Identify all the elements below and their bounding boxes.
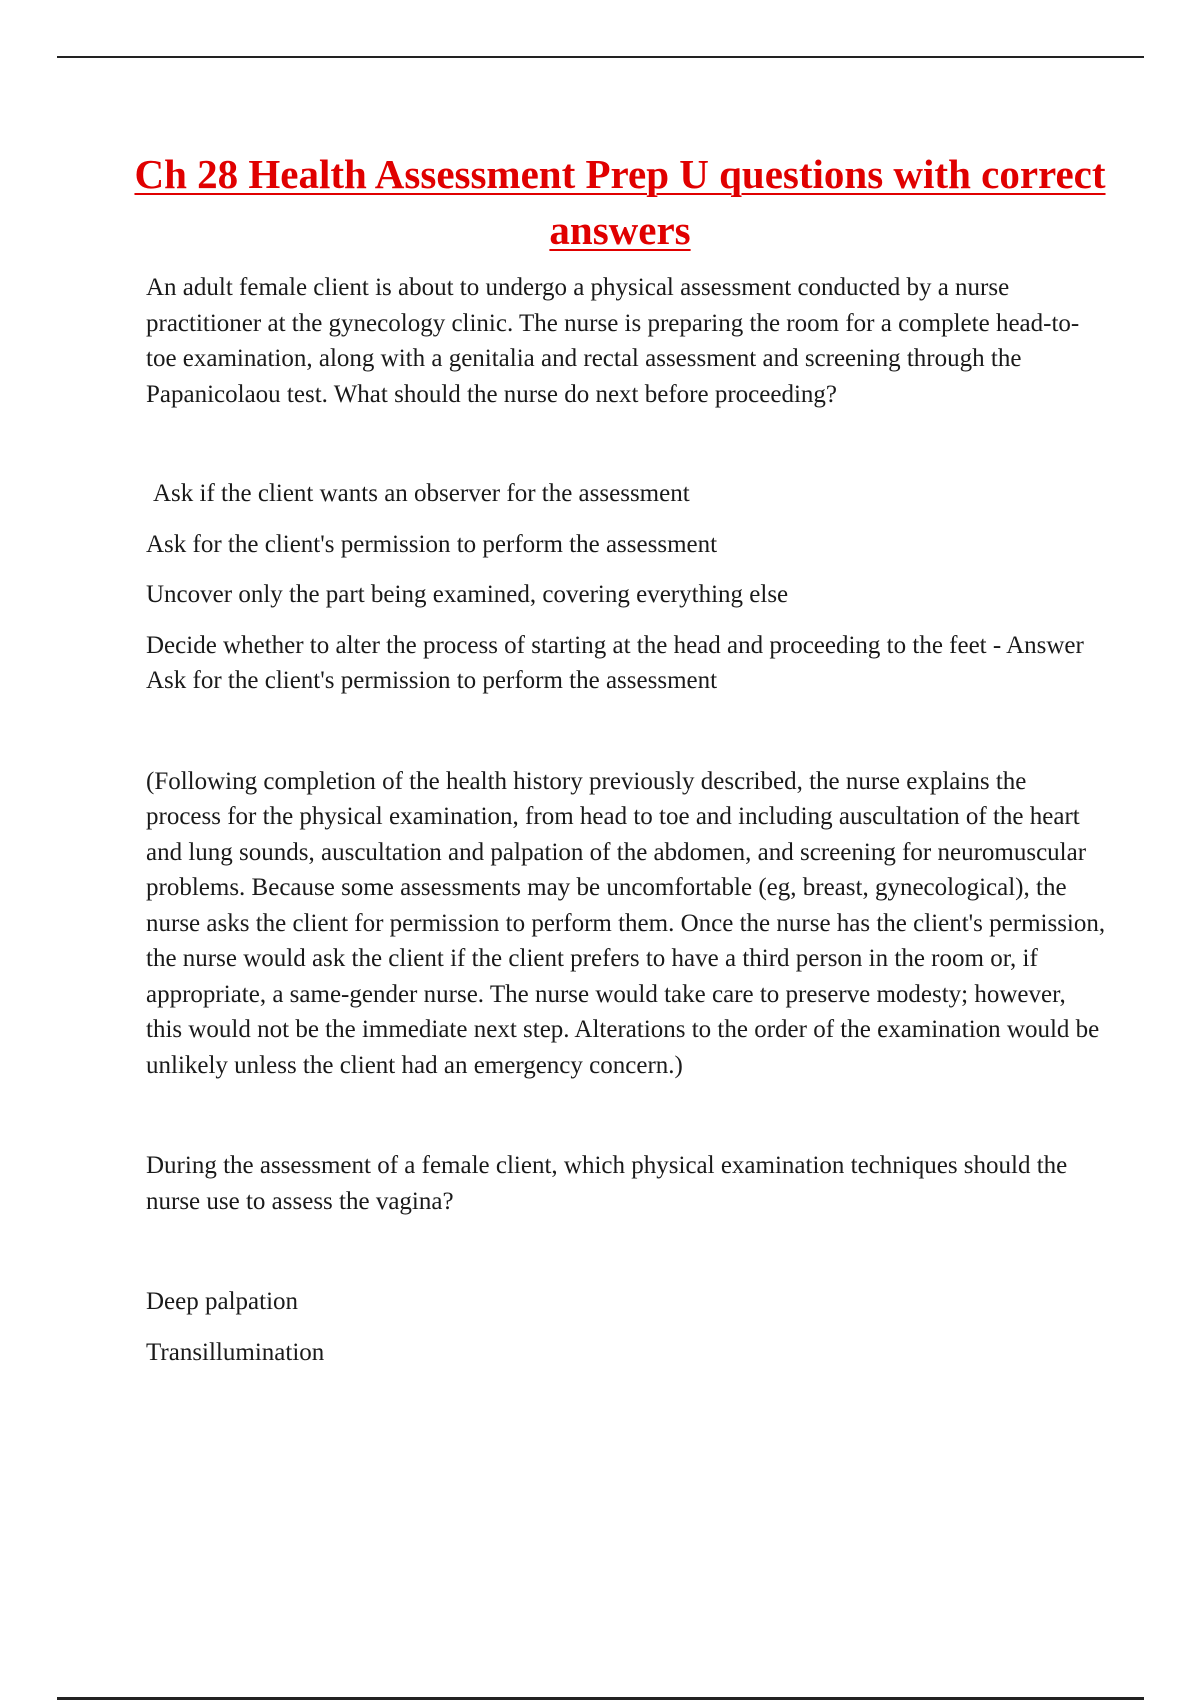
question-1-option-4 — [146, 628, 1106, 699]
question-2-stem: During the assessment of a female client, which physical examination techniques should the nurse use to assess the vagina? — [146, 1152, 1068, 1215]
document-title: Ch 28 Health Assessment Prep U questions with correct answers — [134, 151, 1106, 253]
question-1-answer: Ask for the client's permission to perform the assessment — [146, 667, 718, 694]
question-1-stem: An adult female client is about to undergo a physical assessment conducted by a nurse practitioner at the gynecology clinic. The nurse is preparing the room for a complete head-to-toe examination, along with a genitalia and rectal assessment and screening through the Papanicolaou test. What should the nurse do next before proceeding? — [146, 274, 1080, 408]
question-1-option-4-text: Decide whether to alter the process of starting at the head and proceeding to the feet - Answer — [146, 631, 1084, 659]
document-body — [146, 270, 1106, 1385]
top-rule — [57, 56, 1144, 58]
question-2-option-2: Transillumination — [146, 1338, 325, 1366]
question-1-option-3: Uncover only the part being examined, covering everything else — [146, 581, 789, 608]
question-2-option-1: Deep palpation — [146, 1288, 299, 1315]
question-1-option-1: Ask if the client wants an observer for the assessment — [153, 480, 690, 507]
question-1-rationale: (Following completion of the health history previously described, the nurse explains the process for the physical examination, from head to toe and including auscultation of the heart and lung sounds, auscultation and palpation of the abdomen, and screening for neuromuscular problems. Because some assessments may be uncomfortable (eg, breast, gynecological), the nurse asks the client for permission to perform them. Once the nurse has the client's permission, the nurse would ask the client if the client prefers to have a third person in the room or, if appropriate, a same-gender nurse. The nurse would take care to preserve modesty; however, this would not be the immediate next step. Alterations to the order of the examination would be unlikely unless the client had an emergency concern.) — [146, 767, 1106, 1079]
question-1-option-2: Ask for the client's permission to perform the assessment — [146, 530, 718, 558]
